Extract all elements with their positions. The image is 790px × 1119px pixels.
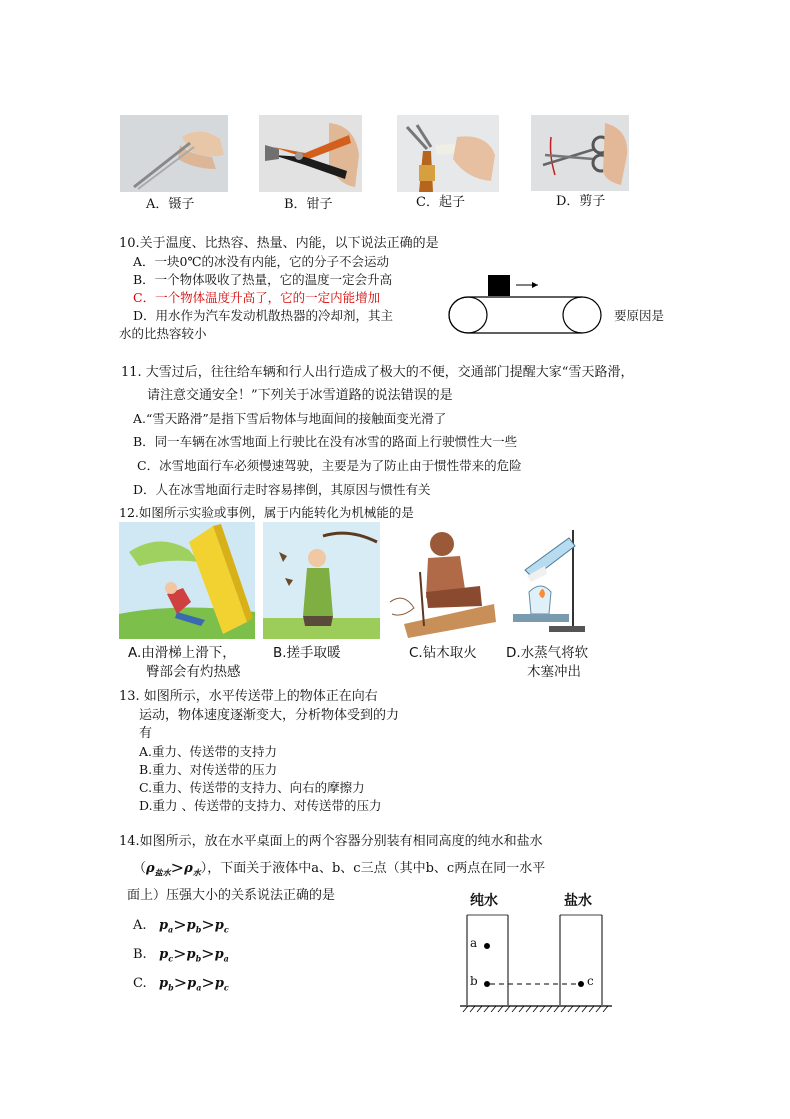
steam-cork-illustration	[505, 522, 593, 639]
q10-option-b: B．一个物体吸收了热量，它的温度一定会升高	[133, 272, 393, 287]
q12-caption-d-line1: D.水蒸气将软	[506, 645, 589, 661]
point-b-dot	[484, 981, 490, 987]
drill-wood-illustration	[384, 522, 498, 639]
scissors-photo	[531, 115, 629, 191]
q14-option-a: A. $p_a>p_b>p_c$	[133, 915, 229, 935]
q10-option-d: D．用水作为汽车发动机散热器的冷却剂，其主	[133, 308, 394, 323]
label-salt-water: 盐水	[564, 893, 592, 909]
q10-stem: 10.关于温度、比热容、热量、内能，以下说法正确的是	[119, 236, 439, 251]
q12-caption-a-line2: 臀部会有灼热感	[146, 664, 241, 680]
q13-stem-line1: 13. 如图所示，水平传送带上的物体正在向右	[119, 689, 378, 704]
q11-option-b: B．同一车辆在冰雪地面上行驶比在没有冰雪的路面上行驶惯性大一些	[133, 434, 518, 449]
tweezers-icon	[120, 115, 228, 192]
tweezers-photo	[120, 115, 228, 192]
q13-option-b: B.重力、对传送带的压力	[139, 762, 278, 777]
q12-stem: 12.如图所示实验或事例，属于内能转化为机械能的是	[119, 505, 414, 520]
q10-option-a: A．一块0℃的冰没有内能，它的分子不会运动	[133, 254, 389, 269]
scissors-icon	[531, 115, 629, 191]
slide-illustration	[119, 522, 255, 639]
q13-option-d: D.重力 、传送带的支持力、对传送带的压力	[139, 798, 382, 813]
q14-stem-line2: $(\rho_{盐水}>\rho_水)$，下面关于液体中a、b、c三点（其中b、c两点在同一水平	[133, 858, 546, 878]
q12-caption-b: B.搓手取暖	[273, 645, 341, 661]
rho-water: $\rho_水$	[184, 861, 201, 878]
q11-option-c: C．冰雪地面行车必须慢速驾驶，主要是为了防止由于惯性带来的危险	[137, 458, 522, 473]
tool-caption-d: D．剪子	[556, 194, 606, 209]
bottle-opener-photo	[397, 115, 499, 192]
q10-option-d-cont: 水的比热容较小	[119, 326, 207, 341]
tool-caption-b: B．钳子	[284, 197, 333, 212]
containers-diagram	[460, 888, 612, 1016]
q11-option-d: D．人在冰雪地面行走时容易摔倒，其原因与惯性有关	[133, 482, 431, 497]
q14-option-b: B. $p_c>p_b>p_a$	[133, 944, 229, 964]
point-b-label: b	[470, 974, 478, 988]
q13-option-a: A.重力、传送带的支持力	[139, 744, 278, 759]
q13-stem-line3: 有	[139, 726, 153, 741]
q14-stem-line3: 面上）压强大小的关系说法正确的是	[127, 888, 336, 903]
block-object	[488, 275, 510, 296]
tool-caption-a: A．镊子	[146, 197, 195, 212]
rho-saltwater: $\rho_{盐水}$	[146, 861, 171, 878]
pliers-icon	[259, 115, 362, 192]
q11-option-a: A.“雪天路滑”是指下雪后物体与地面间的接触面变光滑了	[133, 411, 447, 426]
pliers-photo	[259, 115, 362, 192]
q13-option-c: C.重力、传送带的支持力、向右的摩擦力	[139, 780, 365, 795]
point-c-dot	[578, 981, 584, 987]
q11-stem-line2: 请注意交通安全！”下列关于冰雪道路的说法错误的是	[147, 388, 453, 403]
point-c-label: c	[587, 974, 594, 988]
right-pulley	[563, 297, 601, 333]
point-a-label: a	[470, 936, 478, 950]
rub-hands-illustration	[263, 522, 380, 639]
q13-stem-line2: 运动，物体速度逐渐变大，分析物体受到的力	[139, 708, 400, 723]
q12-caption-a-line1: A.由滑梯上滑下，	[128, 645, 236, 661]
point-a-dot	[484, 943, 490, 949]
q11-stem-line1: 11. 大雪过后，往往给车辆和行人出行造成了极大的不便，交通部门提醒大家“雪天路滑，	[121, 365, 634, 380]
label-pure-water: 纯水	[470, 893, 498, 909]
q10-option-d-right: 要原因是	[614, 308, 665, 323]
tool-caption-c: C．起子	[416, 195, 465, 210]
q14-option-c: C. $p_b>p_a>p_c$	[133, 973, 229, 993]
q12-caption-d-line2: 木塞冲出	[527, 664, 581, 680]
q14-stem-line1: 14.如图所示，放在水平桌面上的两个容器分别装有相同高度的纯水和盐水	[119, 834, 543, 849]
q10-option-c: C．一个物体温度升高了，它的一定内能增加	[133, 290, 381, 305]
q12-caption-c: C.钻木取火	[409, 645, 477, 661]
bottle-opener-icon	[397, 115, 499, 192]
conveyor-belt-diagram	[446, 272, 606, 336]
